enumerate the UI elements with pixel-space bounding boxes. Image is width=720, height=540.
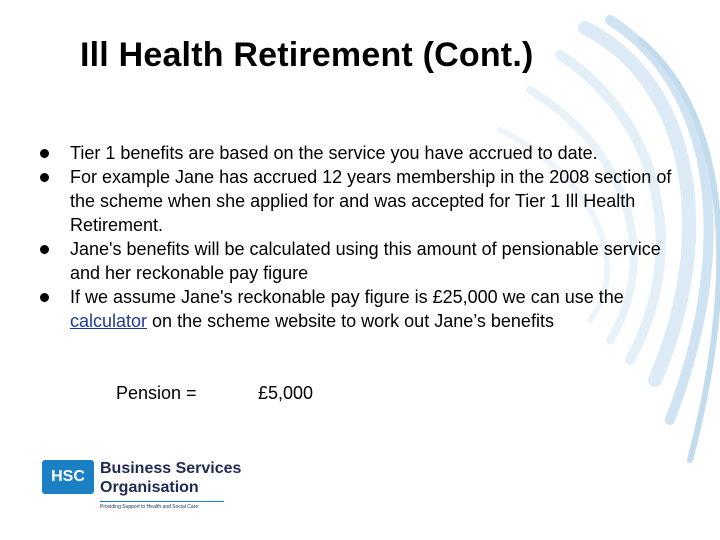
logo-rule xyxy=(100,501,224,502)
bullet-item-4 xyxy=(40,285,690,333)
bullet-list xyxy=(40,141,690,333)
bullet-item-2 xyxy=(40,165,690,237)
logo-line-2: Organisation xyxy=(100,479,199,496)
logo-tagline: Providing Support to Health and Social Care xyxy=(100,504,199,510)
logo-line-1: Business Services xyxy=(100,460,242,477)
bullet-text-3: Jane's benefits will be calculated using this amount of pensionable service and her reckonable pay figure xyxy=(70,239,661,283)
bullet-text-1: Tier 1 benefits are based on the service you have accrued to date. xyxy=(70,143,598,163)
hsc-bso-logo xyxy=(42,456,242,518)
logo-hsc-box: HSC xyxy=(42,460,94,494)
bullet-item-3 xyxy=(40,237,690,285)
bullet-text-4-before: If we assume Jane's reckonable pay figure is £25,000 we can use the xyxy=(70,287,624,307)
bullet-text-2: For example Jane has accrued 12 years membership in the 2008 section of the scheme when she applied for and was accepted for Tier 1 Ill Health Retirement. xyxy=(70,167,672,235)
bullet-dot-icon xyxy=(40,173,49,182)
pension-label: Pension = xyxy=(116,383,197,403)
bullet-dot-icon xyxy=(40,149,49,158)
slide-title: Ill Health Retirement (Cont.) xyxy=(80,36,534,74)
bullet-dot-icon xyxy=(40,245,49,254)
calculator-link[interactable]: calculator xyxy=(70,311,148,331)
pension-value: £5,000 xyxy=(258,383,314,403)
bullet-dot-icon xyxy=(40,293,49,302)
bullet-item-1 xyxy=(40,141,690,165)
bullet-text-4-after: on the scheme website to work out Jane’s benefits xyxy=(147,311,554,331)
